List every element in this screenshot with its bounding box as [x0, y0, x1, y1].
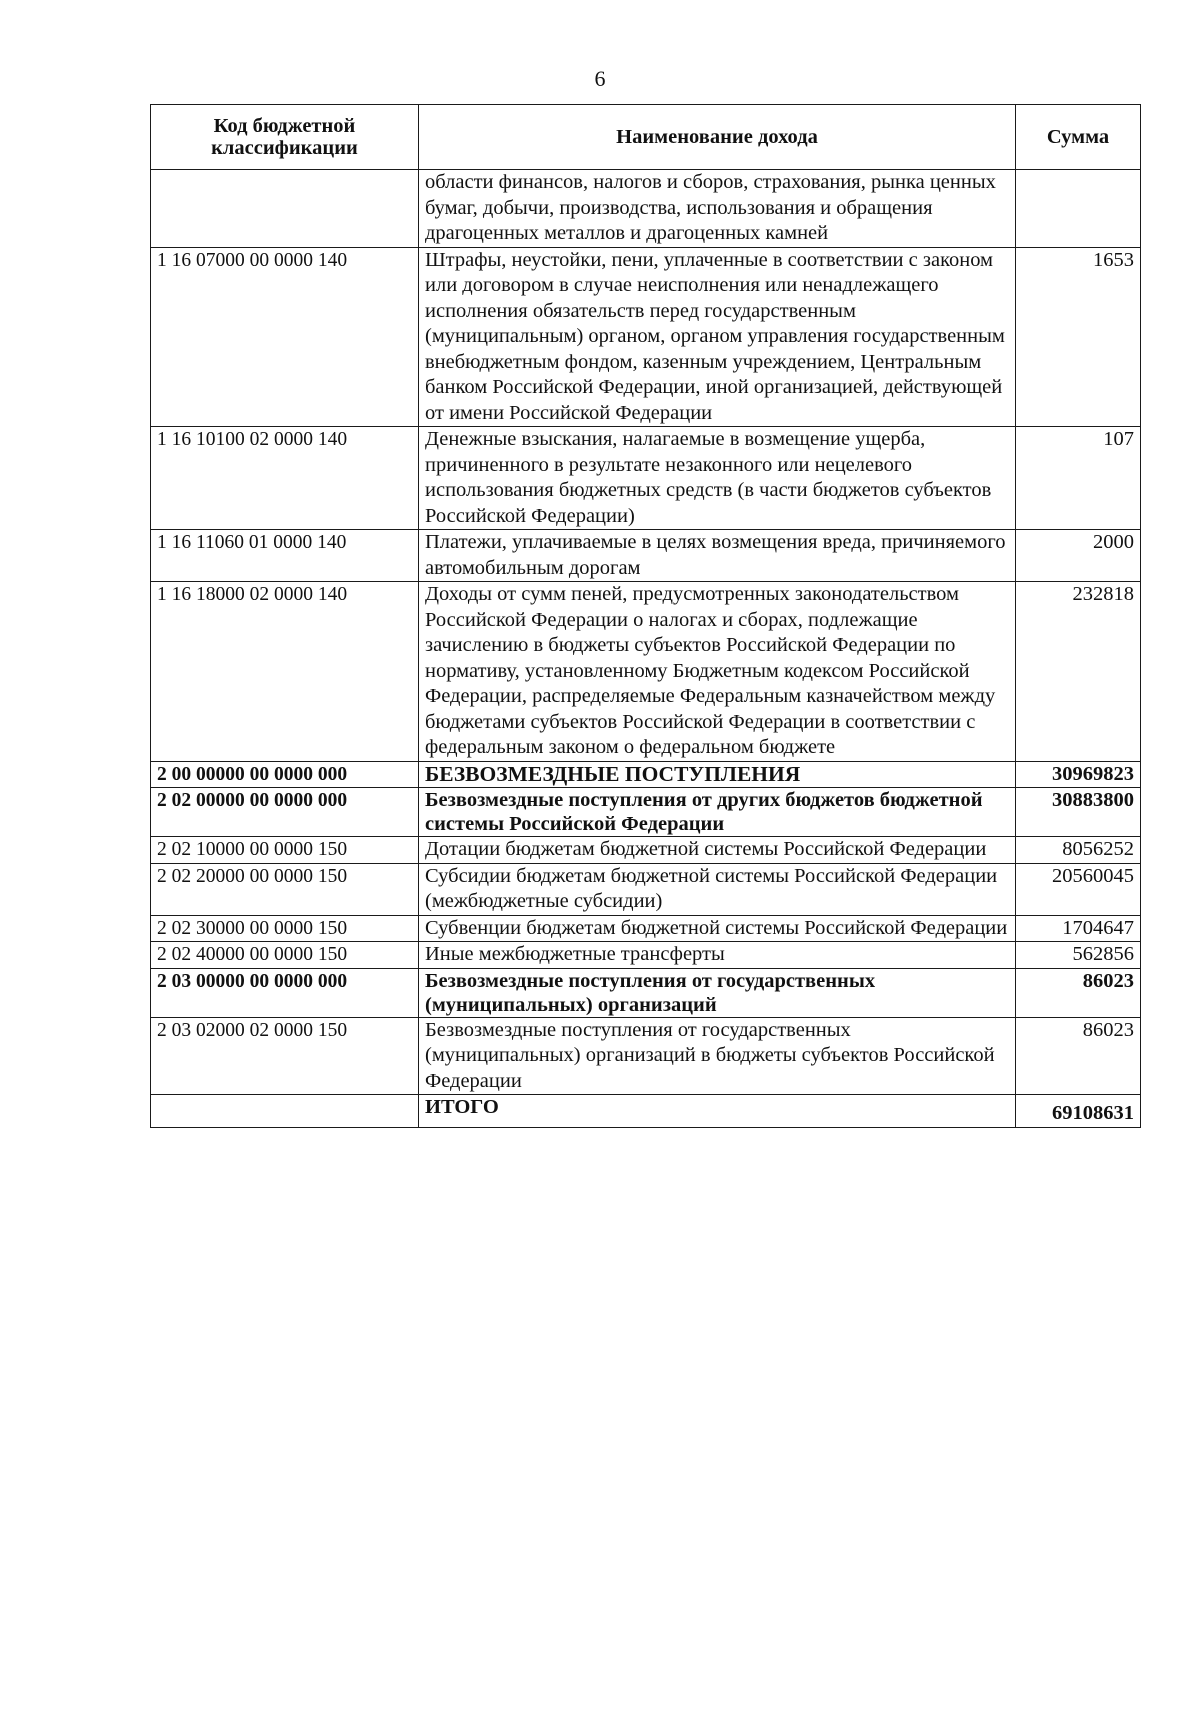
- sum-cell: [1016, 170, 1141, 248]
- code-cell: 1 16 18000 02 0000 140: [151, 582, 419, 762]
- code-cell: [151, 170, 419, 248]
- table-row: [151, 942, 1141, 969]
- table-row: [151, 968, 1141, 1017]
- sum-cell: 30969823: [1016, 761, 1141, 788]
- table-row: [151, 915, 1141, 942]
- name-cell: Платежи, уплачиваемые в целях возмещения вреда, причиняемого автомобильным дорогам: [419, 530, 1016, 582]
- sum-cell: 86023: [1016, 968, 1141, 1017]
- table-row: [151, 863, 1141, 915]
- table-body: [151, 170, 1141, 1128]
- name-cell: БЕЗВОЗМЕЗДНЫЕ ПОСТУПЛЕНИЯ: [419, 761, 1016, 788]
- total-sum: 69108631: [1016, 1095, 1141, 1128]
- name-cell: Субвенции бюджетам бюджетной системы Российской Федерации: [419, 915, 1016, 942]
- sum-cell: 30883800: [1016, 788, 1141, 837]
- total-label: ИТОГО: [419, 1095, 1016, 1128]
- name-cell: области финансов, налогов и сборов, страхования, рынка ценных бумаг, добычи, производства, использования и обращения драгоценных металлов и драгоценных камней: [419, 170, 1016, 248]
- code-cell: 2 02 30000 00 0000 150: [151, 915, 419, 942]
- code-cell: 2 03 00000 00 0000 000: [151, 968, 419, 1017]
- sum-cell: 107: [1016, 427, 1141, 530]
- table-row: [151, 427, 1141, 530]
- table-row: [151, 788, 1141, 837]
- income-table: [150, 104, 1141, 1128]
- sum-cell: 562856: [1016, 942, 1141, 969]
- name-cell: Штрафы, неустойки, пени, уплаченные в соответствии с законом или договором в случае неисполнения или ненадлежащего исполнения обязательств перед государственным (муниципальным) органом, органом управления государственным внебюджетным фондом, казенным учреждением, Центральным банком Российской Федерации, иной организацией, действующей от имени Российской Федерации: [419, 247, 1016, 427]
- code-cell: 2 00 00000 00 0000 000: [151, 761, 419, 788]
- code-cell: 2 02 20000 00 0000 150: [151, 863, 419, 915]
- code-cell: 2 02 00000 00 0000 000: [151, 788, 419, 837]
- page-number: 6: [594, 66, 606, 91]
- sum-cell: 86023: [1016, 1017, 1141, 1095]
- name-cell: Доходы от сумм пеней, предусмотренных законодательством Российской Федерации о налогах и сборах, подлежащие зачислению в бюджеты субъектов Российской Федерации по нормативу, установленному Бюджетным кодексом Российской Федерации, распределяемые Федеральным казначейством между бюджетами субъектов Российской Федерации в соответствии с федеральным законом о федеральном бюджете: [419, 582, 1016, 762]
- table-row: [151, 247, 1141, 427]
- table-row: [151, 530, 1141, 582]
- code-cell: 1 16 07000 00 0000 140: [151, 247, 419, 427]
- table-header: [151, 105, 1141, 170]
- table-row: [151, 837, 1141, 864]
- header-row: [151, 105, 1141, 170]
- sum-cell: 20560045: [1016, 863, 1141, 915]
- name-cell: Денежные взыскания, налагаемые в возмещение ущерба, причиненного в результате незаконного или нецелевого использования бюджетных средств (в части бюджетов субъектов Российской Федерации): [419, 427, 1016, 530]
- total-row: [151, 1095, 1141, 1128]
- table-row: [151, 1017, 1141, 1095]
- code-cell: 1 16 10100 02 0000 140: [151, 427, 419, 530]
- table-row: [151, 582, 1141, 762]
- sum-cell: 8056252: [1016, 837, 1141, 864]
- sum-cell: 232818: [1016, 582, 1141, 762]
- header-name: Наименование дохода: [419, 105, 1016, 170]
- sum-cell: 1653: [1016, 247, 1141, 427]
- name-cell: Субсидии бюджетам бюджетной системы Российской Федерации (межбюджетные субсидии): [419, 863, 1016, 915]
- table-row: [151, 761, 1141, 788]
- sum-cell: 1704647: [1016, 915, 1141, 942]
- name-cell: Дотации бюджетам бюджетной системы Российской Федерации: [419, 837, 1016, 864]
- header-sum: Сумма: [1016, 105, 1141, 170]
- code-cell: 2 02 10000 00 0000 150: [151, 837, 419, 864]
- total-code-cell: [151, 1095, 419, 1128]
- name-cell: Безвозмездные поступления от государственных (муниципальных) организаций: [419, 968, 1016, 1017]
- sum-cell: 2000: [1016, 530, 1141, 582]
- name-cell: Безвозмездные поступления от других бюджетов бюджетной системы Российской Федерации: [419, 788, 1016, 837]
- header-code: Код бюджетной классификации: [151, 105, 419, 170]
- table-row: [151, 170, 1141, 248]
- code-cell: 2 02 40000 00 0000 150: [151, 942, 419, 969]
- code-cell: 1 16 11060 01 0000 140: [151, 530, 419, 582]
- name-cell: Безвозмездные поступления от государственных (муниципальных) организаций в бюджеты субъектов Российской Федерации: [419, 1017, 1016, 1095]
- code-cell: 2 03 02000 02 0000 150: [151, 1017, 419, 1095]
- name-cell: Иные межбюджетные трансферты: [419, 942, 1016, 969]
